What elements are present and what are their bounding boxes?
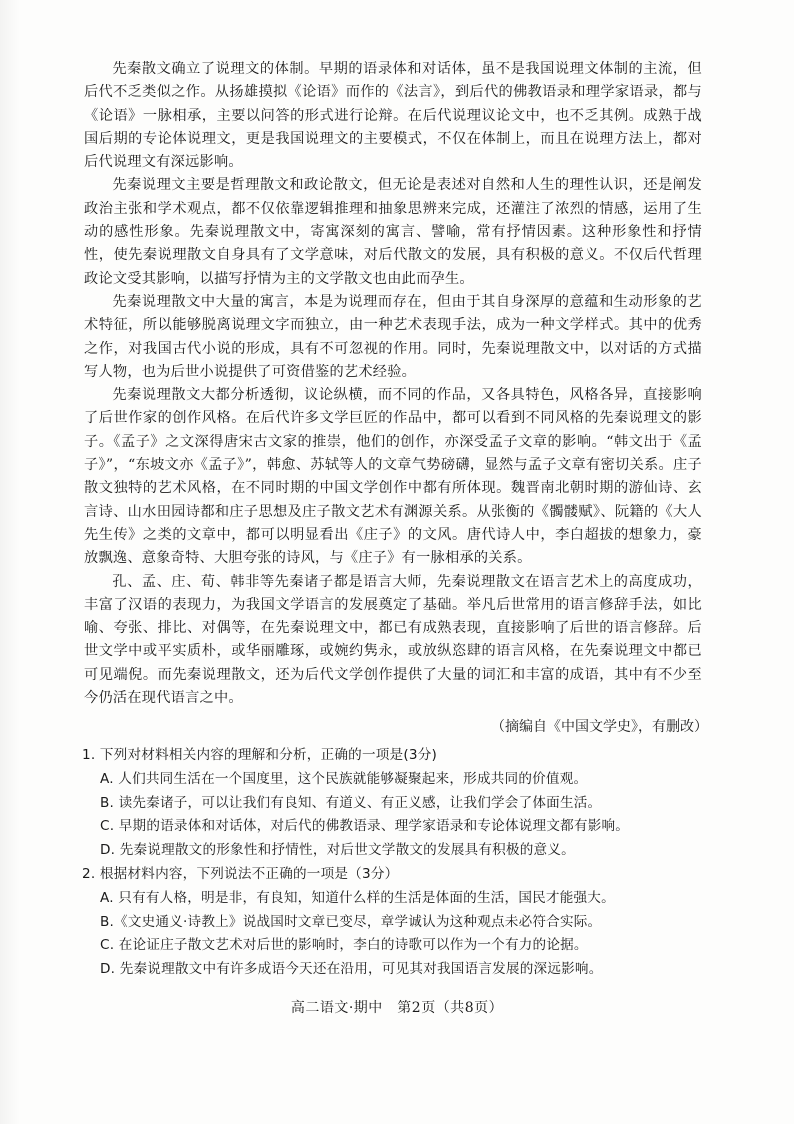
passage-paragraph-1: 先秦散文确立了说理文的体制。早期的语录体和对话体，虽不是我国说理文体制的主流，但后代不乏类似之作。从扬雄摸拟《论语》而作的《法言》，到后代的佛教语录和理学家语录，都与《论语》一脉相承，主要以问答的形式进行论辩。在后代说理议论文中，也不乏其例。成熟于战国后期的专论体说理文，更是我国说理文的主要模式，不仅在体制上，而且在说理方法上，都对后代说理文有深远影响。	[84, 61, 702, 171]
passage-paragraph-4: 先秦说理散文大都分析透彻，议论纵横，而不同的作品，又各具特色，风格各异，直接影响了后世作家的创作风格。在后代许多文学巨匠的作品中，都可以看到不同风格的先秦说理文的影子。《孟子》之文深得唐宋古文家的推崇，他们的创作，亦深受孟子文章的影响。“韩文出于《孟子》”，“东坡文亦《孟子》”，韩愈、苏轼等人的文章气势磅礴，显然与孟子文章有密切关系。庄子散文独特的艺术风格，在不同时期的中国文学创作中都有所体现。魏晋南北朝时期的游仙诗、玄言诗、山水田园诗都和庄子思想及庄子散文艺术有渊源关系。从张衡的《髑髅赋》、阮籍的《大人先生传》之类的文章中，都可以明显看出《庄子》的文风。唐代诗人中，李白超拔的想象力，豪放飘逸、意象奇特、大胆夸张的诗风，与《庄子》有一脉相承的关系。	[84, 387, 702, 567]
passage-paragraph-2: 先秦说理文主要是哲理散文和政论散文，但无论是表述对自然和人生的理性认识，还是阐发政治主张和学术观点，都不仅依靠逻辑推理和抽象思辨来完成，还灌注了浓烈的情感，运用了生动的感性形象。先秦说理散文中，寄寓深刻的寓言、譬喻，常有抒情因素。这种形象性和抒情性，使先秦说理散文自身具有了文学意味，对后代散文的发展，具有积极的意义。不仅后代哲理政论文受其影响，以描写抒情为主的文学散文也由此而孕生。	[84, 177, 702, 287]
question-stem: 1. 下列对材料相关内容的理解和分析，正确的一项是(3分)	[82, 747, 438, 763]
question-1	[82, 744, 722, 863]
passage-paragraph-5: 孔、孟、庄、荀、韩非等先秦诸子都是语言大师，先秦说理散文在语言艺术上的高度成功，丰富了汉语的表现力，为我国文学语言的发展奠定了基础。举凡后世常用的语言修辞手法，如比喻、夸张、排比、对偶等，在先秦说理文中，都已有成熟表现，直接影响了后世的语言修辞。后世文学中或平实质朴，或华丽雕琢，或婉约隽永，或放纵恣肆的语言风格，在先秦说理文中都已可见端倪。而先秦说理散文，还为后代文学创作提供了大量的词汇和丰富的成语，其中有不少至今仍活在现代语言之中。	[84, 573, 702, 707]
page-footer: 高二语文·期中 第2页（共8页）	[290, 1000, 504, 1016]
question-2	[82, 863, 722, 982]
option-c: C. 早期的语录体和对话体，对后代的佛教语录、理学家语录和专论体说理文都有影响。	[100, 818, 630, 835]
option-a: A. 只有有人格，明是非，有良知，知道什么样的生活是体面的生活，国民才能强大。	[100, 889, 615, 906]
option-b: B.《文史通义·诗教上》说战国时文章已变尽，章学诚认为这种观点未必符合实际。	[100, 913, 602, 930]
scan-edge-shadow	[0, 0, 20, 1124]
reading-passage	[84, 58, 702, 710]
option-d: D. 先秦说理散文的形象性和抒情性，对后世文学散文的发展具有积极的意义。	[100, 842, 575, 859]
passage-paragraph-3: 先秦说理散文中大量的寓言，本是为说理而存在，但由于其自身深厚的意蕴和生动形象的艺术特征，所以能够脱离说理文字而独立，由一种艺术表现手法，成为一种文学样式。其中的优秀之作，对我国古代小说的形成，具有不可忽视的作用。同时，先秦说理散文中，以对话的方式描写人物，也为后世小说提供了可资借鉴的艺术经验。	[84, 293, 702, 380]
question-stem: 2. 根据材料内容，下列说法不正确的一项是（3分）	[82, 865, 399, 882]
passage-source: （摘编自《中国文学史》，有删改）	[491, 719, 708, 735]
option-c: C. 在论证庄子散文艺术对后世的影响时，李白的诗歌可以作为一个有力的论据。	[100, 937, 588, 954]
option-a: A. 人们共同生活在一个国度里，这个民族就能够凝聚起来，形成共同的价值观。	[100, 770, 588, 787]
option-b: B. 读先秦诸子，可以让我们有良知、有道义、有正义感，让我们学会了体面生活。	[100, 794, 602, 811]
question-list	[82, 744, 722, 982]
option-d: D. 先秦说理散文中有许多成语今天还在沿用，可见其对我国语言发展的深远影响。	[100, 961, 603, 978]
